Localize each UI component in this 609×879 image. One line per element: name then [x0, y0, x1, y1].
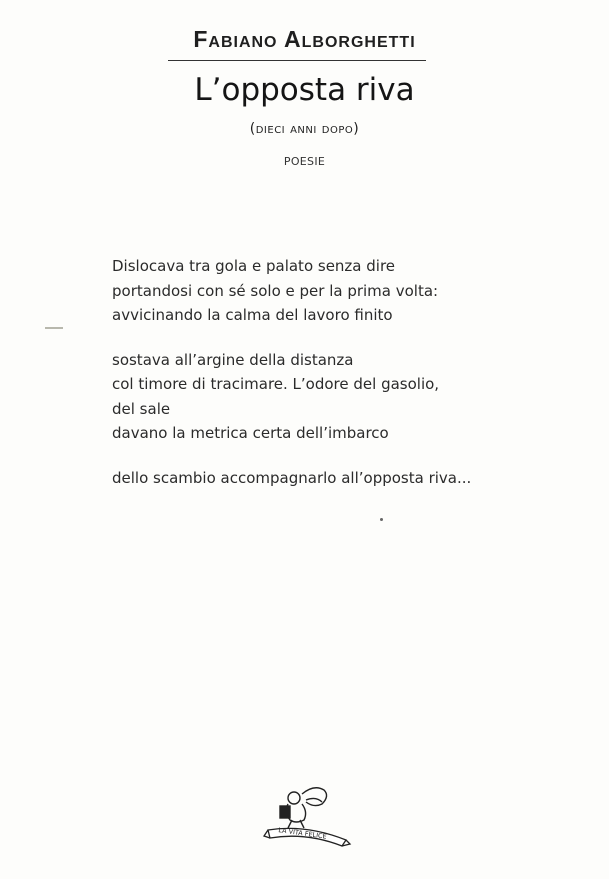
poem-line: dello scambio accompagnarlo all’opposta riva...: [112, 468, 472, 487]
poem: [112, 254, 572, 510]
svg-text:LA VITA FELICE: LA VITA FELICE: [277, 826, 328, 841]
book-genre: POESIE: [283, 155, 326, 168]
poem-line: Dislocava tra gola e palato senza dire: [112, 257, 396, 275]
poem-line: sostava all’argine della distanza: [112, 350, 354, 369]
poem-stanza: [112, 348, 572, 446]
poem-line: col timore di tracimare. L’odore del gasolio,: [112, 375, 440, 393]
poem-stanza: [112, 254, 572, 328]
poem-line: portandosi con sé solo e per la prima volta:: [112, 281, 439, 300]
print-speck: [380, 518, 383, 521]
poem-line: davano la metrica certa dell’imbarco: [112, 424, 389, 442]
author-name: Fabiano Alborghetti: [193, 26, 416, 52]
publisher-logo-icon: [262, 780, 352, 850]
header-rule: [168, 60, 426, 61]
poem-line: del sale: [112, 399, 171, 418]
book-subtitle: (dieci anni dopo): [249, 121, 360, 137]
book-title: L’opposta riva: [194, 72, 415, 108]
poem-line: avvicinando la calma del lavoro finito: [112, 306, 393, 324]
print-mark: [45, 327, 63, 329]
poem-stanza: [112, 466, 572, 491]
